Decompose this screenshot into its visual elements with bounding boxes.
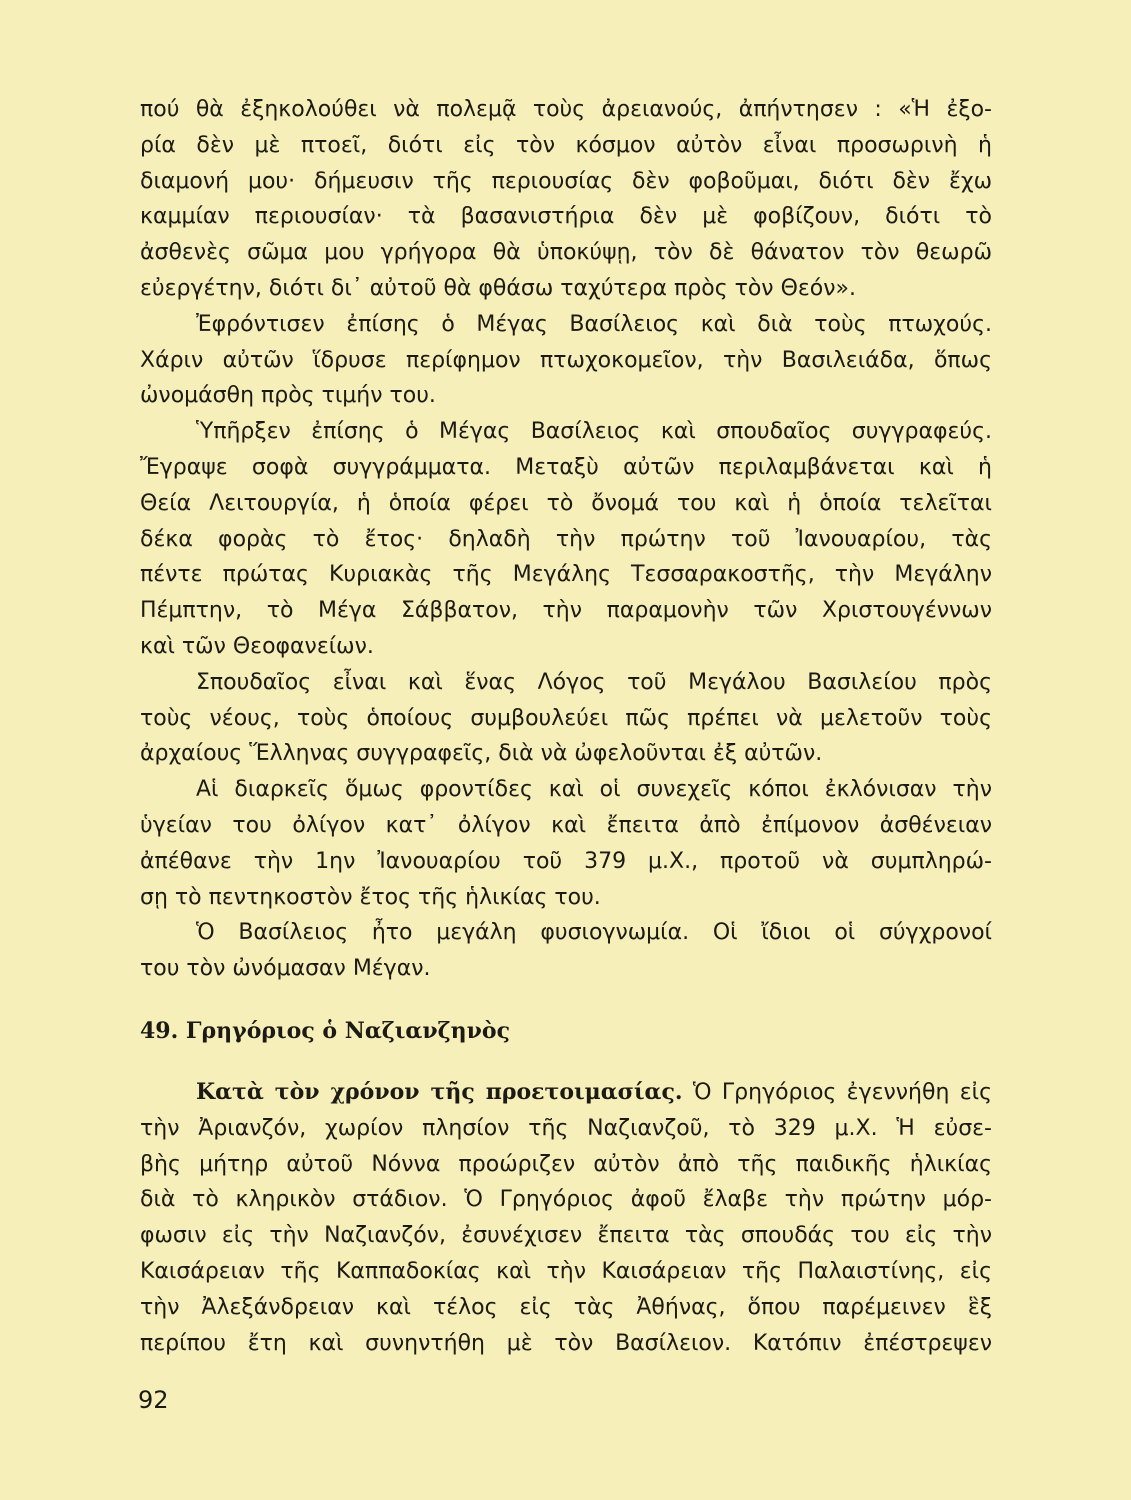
lead-phrase: Κατὰ τὸν χρόνον τῆς προετοιμασίας. bbox=[196, 1079, 683, 1105]
text-line: βὴς μήτηρ αὐτοῦ Νόννα προώριζεν αὐτὸν ἀπὸ τῆς παιδικῆς ἡλικίας bbox=[140, 1151, 992, 1177]
text-line: Πέμπτην, τὸ Μέγα Σάββατον, τὴν παραμονὴν τῶν Χριστουγέννων bbox=[140, 598, 992, 624]
text-line: σῃ τὸ πεντηκοστὸν ἔτος τῆς ἡλικίας του. bbox=[140, 884, 601, 910]
text-line: Καισάρειαν τῆς Καππαδοκίας καὶ τὴν Καισάρειαν τῆς Παλαιστίνης, εἰς bbox=[140, 1258, 992, 1284]
text-line: πού θὰ ἐξηκολούθει νὰ πολεμᾷ τοὺς ἀρειανούς, ἀπήντησεν : «Ἡ ἐξο- bbox=[140, 97, 992, 122]
text-line: πέντε πρώτας Κυριακὰς τῆς Μεγάλης Τεσσαρακοστῆς, τὴν Μεγάλην bbox=[140, 562, 992, 588]
text-line: του τὸν ὠνόμασαν Μέγαν. bbox=[140, 956, 431, 982]
section-49-body bbox=[140, 1075, 992, 1361]
text-line: ρία δὲν μὲ πτοεῖ, διότι εἰς τὸν κόσμον αὐτὸν εἶναι προσωρινὴ ἡ bbox=[140, 132, 992, 158]
lead-line-rest: Ὁ Γρηγόριος ἐγεννήθη εἰς bbox=[682, 1080, 992, 1105]
text-line-lead bbox=[140, 1075, 992, 1111]
section-48-continuation bbox=[140, 92, 992, 987]
text-line: ἀρχαίους Ἕλληνας συγγραφεῖς, διὰ νὰ ὠφελοῦνται ἐξ αὐτῶν. bbox=[140, 741, 823, 767]
text-line: διαμονή μου· δήμευσιν τῆς περιουσίας δὲν φοβοῦμαι, διότι δὲν ἔχω bbox=[140, 168, 992, 194]
page-number: 92 bbox=[138, 1386, 169, 1414]
text-line: διὰ τὸ κληρικὸν στάδιον. Ὁ Γρηγόριος ἀφοῦ ἔλαβε τὴν πρώτην μόρ- bbox=[140, 1187, 992, 1213]
text-line: Ὁ Βασίλειος ἦτο μεγάλη φυσιογνωμία. Οἱ ἴδιοι οἱ σύγχρονοί bbox=[196, 920, 992, 946]
text-line: Ἔγραψε σοφὰ συγγράμματα. Μεταξὺ αὐτῶν περιλαμβάνεται καὶ ἡ bbox=[140, 454, 992, 480]
text-line: τοὺς νέους, τοὺς ὁποίους συμβουλεύει πῶς πρέπει νὰ μελετοῦν τοὺς bbox=[140, 705, 992, 731]
text-line: Σπουδαῖος εἶναι καὶ ἕνας Λόγος τοῦ Μεγάλου Βασιλείου πρὸς bbox=[196, 669, 992, 695]
text-line: περίπου ἔτη καὶ συνηντήθη μὲ τὸν Βασίλειον. Κατόπιν ἐπέστρεψεν bbox=[140, 1330, 992, 1356]
section-heading: 49. Γρηγόριος ὁ Ναζιανζηνὸς bbox=[140, 1018, 510, 1044]
text-line: καμμίαν περιουσίαν· τὰ βασανιστήρια δὲν μὲ φοβίζουν, διότι τὸ bbox=[140, 204, 992, 230]
text-line: καὶ τῶν Θεοφανείων. bbox=[140, 633, 374, 659]
text-line: ἀσθενὲς σῶμα μου γρήγορα θὰ ὑποκύψῃ, τὸν δὲ θάνατον τὸν θεωρῶ bbox=[140, 240, 992, 266]
text-line: ὑγείαν του ὀλίγον κατ᾽ ὀλίγον καὶ ἔπειτα ἀπὸ ἐπίμονον ἀσθένειαν bbox=[140, 812, 992, 838]
text-line: Ἐφρόντισεν ἐπίσης ὁ Μέγας Βασίλειος καὶ διὰ τοὺς πτωχούς. bbox=[196, 311, 992, 337]
text-line: ἀπέθανε τὴν 1ην Ἰανουαρίου τοῦ 379 μ.Χ., προτοῦ νὰ συμπληρώ- bbox=[140, 848, 992, 874]
text-line: ὠνομάσθη πρὸς τιμήν του. bbox=[140, 383, 436, 409]
text-line: δέκα φορὰς τὸ ἔτος· δηλαδὴ τὴν πρώτην τοῦ Ἰανουαρίου, τὰς bbox=[140, 526, 992, 552]
text-line: Ὑπῆρξεν ἐπίσης ὁ Μέγας Βασίλειος καὶ σπουδαῖος συγγραφεύς. bbox=[196, 419, 992, 445]
text-line: εὐεργέτην, διότι δι᾽ αὐτοῦ θὰ φθάσω ταχύτερα πρὸς τὸν Θεόν». bbox=[140, 275, 856, 301]
text-line: τὴν Ἀλεξάνδρειαν καὶ τέλος εἰς τὰς Ἀθήνας, ὅπου παρέμεινεν ἓξ bbox=[140, 1294, 992, 1320]
text-line: Χάριν αὐτῶν ἵδρυσε περίφημον πτωχοκομεῖον, τὴν Βασιλειάδα, ὅπως bbox=[140, 347, 992, 373]
text-line: Αἱ διαρκεῖς ὅμως φροντίδες καὶ οἱ συνεχεῖς κόποι ἐκλόνισαν τὴν bbox=[196, 777, 992, 803]
text-line: Θεία Λειτουργία, ἡ ὁποία φέρει τὸ ὄνομά του καὶ ἡ ὁποία τελεῖται bbox=[140, 490, 992, 516]
text-line: φωσιν εἰς τὴν Ναζιανζόν, ἐσυνέχισεν ἔπειτα τὰς σπουδάς του εἰς τὴν bbox=[140, 1223, 992, 1249]
text-line: τὴν Ἀριανζόν, χωρίον πλησίον τῆς Ναζιανζοῦ, τὸ 329 μ.Χ. Ἡ εὐσε- bbox=[140, 1115, 992, 1141]
